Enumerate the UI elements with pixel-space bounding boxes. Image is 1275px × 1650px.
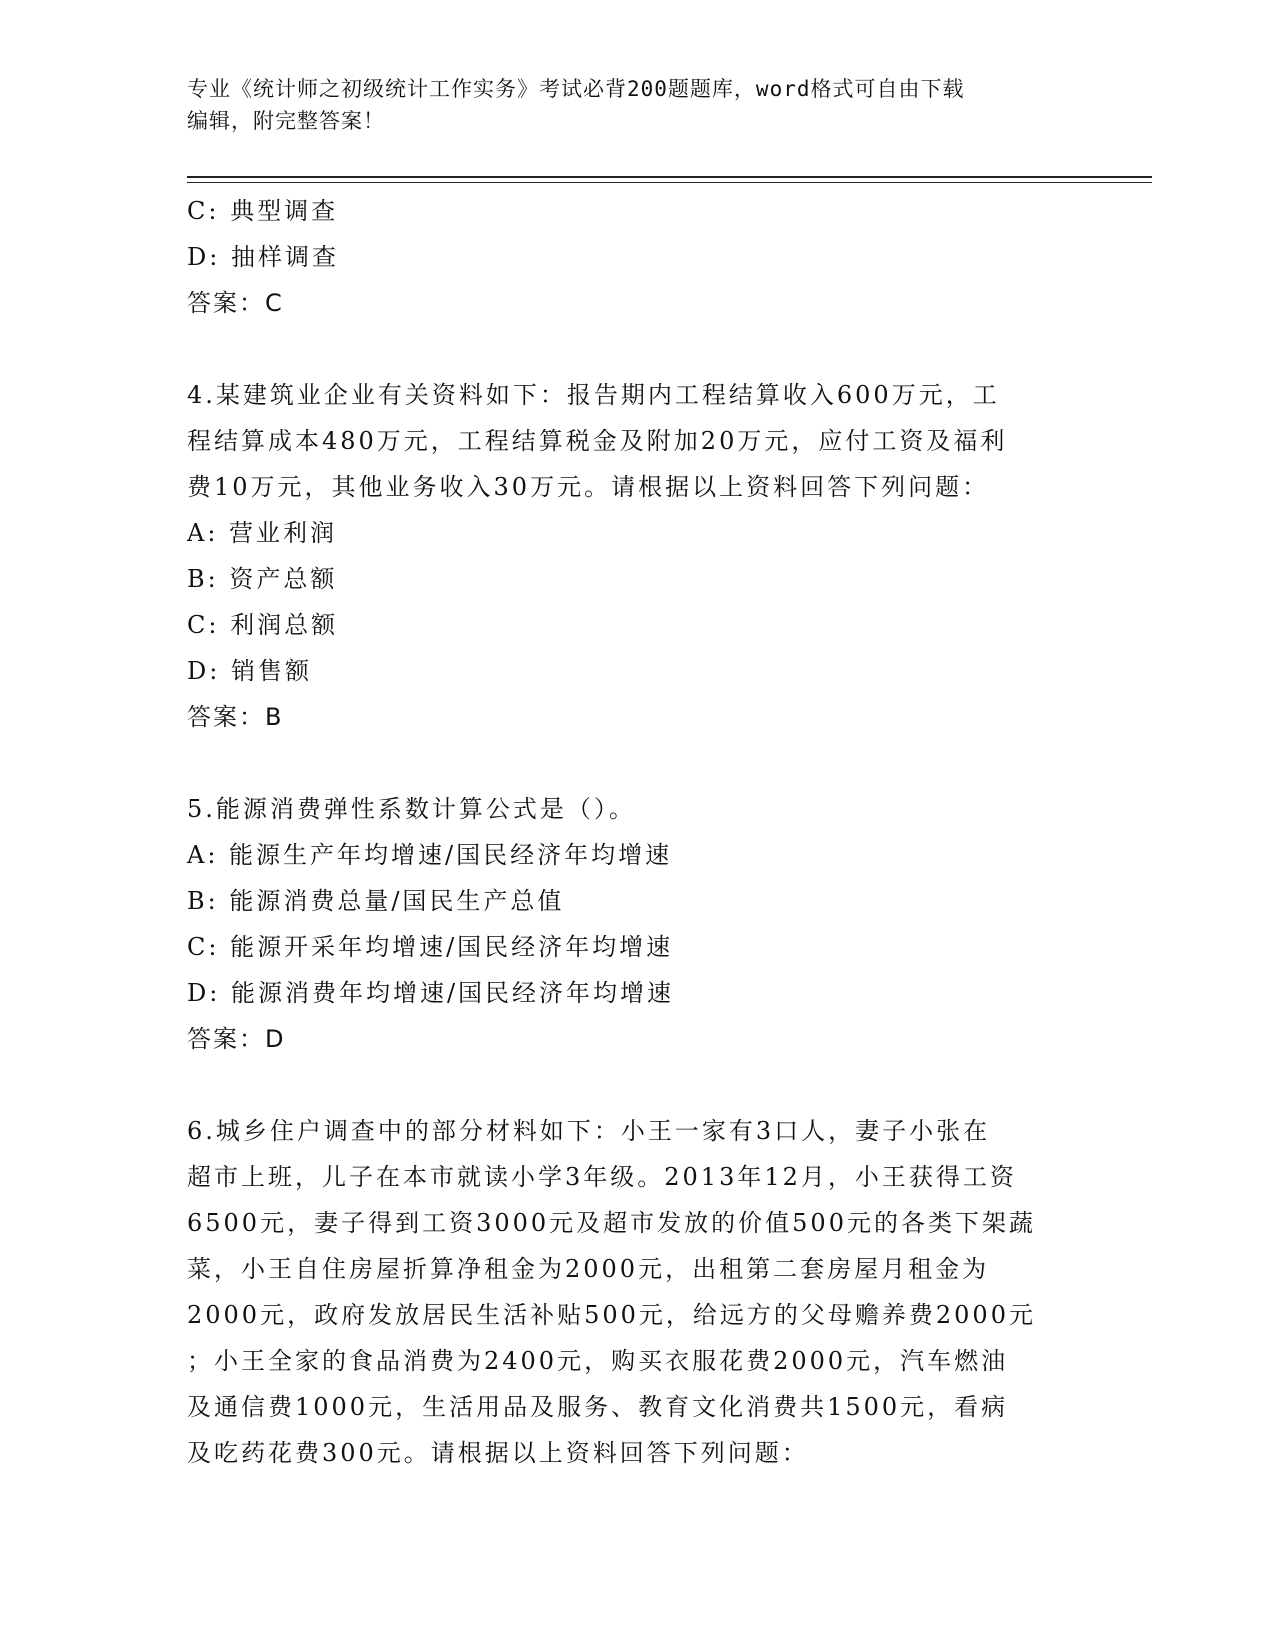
- question-stem-line: 程结算成本480万元，工程结算税金及附加20万元，应付工资及福利: [187, 427, 1008, 455]
- option-d: D: 抽样调查: [187, 243, 339, 271]
- question-stem-line: 及通信费1000元，生活用品及服务、教育文化消费共1500元，看病: [187, 1393, 1009, 1421]
- question-stem-line: 菜，小王自住房屋折算净租金为2000元，出租第二套房屋月租金为: [187, 1255, 990, 1283]
- option-c: C: 能源开采年均增速/国民经济年均增速: [187, 933, 674, 961]
- question-stem-line: 超市上班，儿子在本市就读小学3年级。2013年12月，小王获得工资: [187, 1163, 1017, 1191]
- question-6: [187, 1108, 1087, 1476]
- question-stem-line: 2000元，政府发放居民生活补贴500元，给远方的父母赡养费2000元: [187, 1301, 1036, 1329]
- question-4: [187, 372, 1087, 740]
- question-5: [187, 786, 1087, 1062]
- question-3-fragment: [187, 188, 1087, 326]
- option-a: A: 营业利润: [187, 519, 338, 547]
- option-b: B: 能源消费总量/国民生产总值: [187, 887, 565, 915]
- spacer: [187, 326, 1087, 372]
- header-rule-thick: [187, 176, 1152, 178]
- question-stem-line: 4.某建筑业企业有关资料如下：报告期内工程结算收入600万元，工: [187, 381, 1000, 409]
- option-d: D: 销售额: [187, 657, 312, 685]
- answer-line: 答案：C: [187, 289, 284, 317]
- option-a: A: 能源生产年均增速/国民经济年均增速: [187, 841, 673, 869]
- question-stem-line: 5.能源消费弹性系数计算公式是（）。: [187, 795, 636, 823]
- document-body: [187, 188, 1087, 1476]
- question-stem-line: 费10万元，其他业务收入30万元。请根据以上资料回答下列问题：: [187, 473, 990, 501]
- question-stem-line: ；小王全家的食品消费为2400元，购买衣服花费2000元，汽车燃油: [187, 1347, 1009, 1375]
- question-stem-line: 6.城乡住户调查中的部分材料如下：小王一家有3口人，妻子小张在: [187, 1117, 991, 1145]
- option-c: C: 典型调查: [187, 197, 339, 225]
- option-c: C: 利润总额: [187, 611, 339, 639]
- option-b: B: 资产总额: [187, 565, 338, 593]
- header-rule-thin: [187, 182, 1152, 183]
- header-title-line1: 专业《统计师之初级统计工作实务》考试必背200题题库，word格式可自由下载: [187, 77, 965, 101]
- question-stem-line: 及吃药花费300元。请根据以上资料回答下列问题：: [187, 1439, 809, 1467]
- document-header: [187, 73, 1067, 137]
- spacer: [187, 1062, 1087, 1108]
- question-stem-line: 6500元，妻子得到工资3000元及超市发放的价值500元的各类下架蔬: [187, 1209, 1036, 1237]
- header-title-line2: 编辑，附完整答案！: [187, 109, 385, 133]
- spacer: [187, 740, 1087, 786]
- answer-line: 答案：D: [187, 1025, 286, 1053]
- option-d: D: 能源消费年均增速/国民经济年均增速: [187, 979, 675, 1007]
- answer-line: 答案：B: [187, 703, 284, 731]
